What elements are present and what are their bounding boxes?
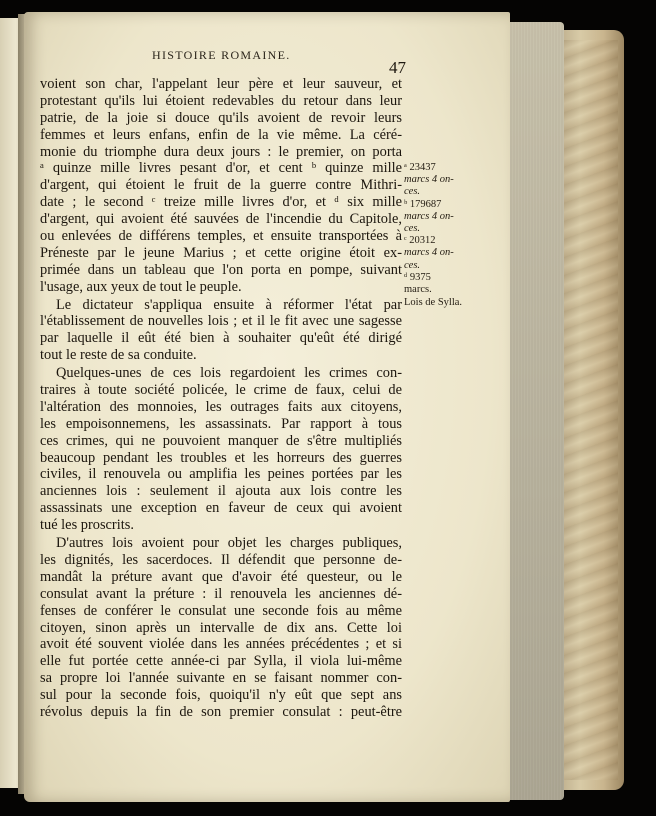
text-line: avoit été souvent violée dans les années précédentes ; et si [40, 636, 402, 653]
margin-heading: Lois de Sylla. [404, 297, 463, 309]
text-line: civiles, il renouvela ou amplifia les peines portées par les [40, 466, 402, 483]
margin-note: marcs 4 on- [404, 210, 454, 222]
text-line: traires à toute société policée, le crime de faux, celui de [40, 382, 402, 399]
text-line: d'argent, qui étoient le fruit de la guerre contre Mithri- [40, 177, 402, 194]
text-line: protestant qu'ils lui étoient redevables du retour dans leur [40, 92, 402, 109]
text-line: Préneste par le jeune Marius ; et cette origine étoit ex- [40, 244, 402, 261]
text-line: d'argent, qui avoient été sauvées de l'incendie du Capitole, [40, 211, 402, 228]
margin-note: marcs 4 on- [404, 174, 454, 186]
text-line: assassinats une exception en faveur de ceux qui avoient [40, 500, 402, 517]
text-line: Le dictateur s'appliqua ensuite à réformer l'état par [56, 296, 402, 313]
text-line: sa propre loi l'année suivante en se faisant nommer con- [40, 670, 402, 687]
text-line: femmes et leurs enfans, enfin de la vie même. La céré- [40, 126, 402, 143]
margin-note: ᵇ 179687 [404, 198, 442, 210]
margin-note: ᵈ 9375 [404, 271, 431, 283]
text-line: consulat avant la préture : il renouvela les anciennes dé- [40, 585, 402, 602]
margin-note: ces. [404, 186, 421, 198]
margin-note: ᵃ 23437 [404, 162, 436, 173]
text-line: voient son char, l'appelant leur père et leur sauveur, et [40, 76, 402, 92]
margin-note: marcs 4 on- [404, 247, 454, 259]
text-line: les empoisonnemens, les assassinats. Par rapport à tous [40, 415, 402, 432]
text-line: mandât la préture avant que d'avoir été questeur, ou le [40, 568, 402, 585]
text-line: ᵃ quinze mille livres pesant d'or, et cent ᵇ quinze mille [40, 160, 402, 177]
page-edges-shadow [502, 22, 564, 800]
page-number: 47 [389, 58, 406, 77]
text-line: citoyen, sinon après un intervalle de dix ans. Cette loi [40, 619, 402, 636]
text-line: l'altération des monnoies, les outrages faits aux citoyens, [40, 398, 402, 415]
text-line: l'usage, aux yeux de tout le peuple. [40, 278, 242, 295]
text-line: fenses de conférer le consulat une seconde fois au même [40, 602, 402, 619]
text-line: ou enlevées de différens temples, et ensuite transportées à [40, 228, 402, 245]
text-line: révolus depuis la fin de son premier consulat : peut-être [40, 703, 402, 720]
margin-note: ᶜ 20312 [404, 235, 436, 247]
text-line: date ; le second ᶜ treize mille livres d'or, et ᵈ six mille [40, 194, 402, 211]
text-line: sul pour la seconde fois, quoiqu'il n'y eût que sept ans [40, 687, 402, 704]
text-line: patrie, de la joie si douce qu'ils avoient de revoir leurs [40, 109, 402, 126]
text-line: l'établissement de nouvelles lois ; et il le fit avec une sagesse [40, 313, 402, 330]
text-line: Quelques-unes de ces lois regardoient les crimes con- [56, 365, 402, 382]
text-line: monie du triomphe dura deux jours : le premier, on porta [40, 143, 402, 160]
text-line: D'autres lois avoient pour objet les charges publiques, [56, 535, 402, 552]
running-head: HISTOIRE ROMAINE. [152, 48, 291, 62]
text-line: beaucoup pendant les troubles et les horreurs des guerres [40, 449, 402, 466]
marbled-cover-texture [564, 40, 618, 780]
margin-note: ces. [404, 259, 421, 271]
text-line: tout le reste de sa conduite. [40, 347, 197, 364]
text-line: primée dans un tableau que l'on porta en pompe, suivant [40, 261, 402, 278]
text-line: tué les proscrits. [40, 517, 134, 534]
margin-note: ces. [404, 223, 421, 235]
margin-note: marcs. [404, 284, 432, 296]
text-line: par laquelle il eût été bien à souhaiter qu'eût été dirigé [40, 330, 402, 347]
text-line: les dignités, les sacerdoces. Il défendit que personne de- [40, 551, 402, 568]
text-line: anciennes lois : seulement il ajouta aux lois contre les [40, 483, 402, 500]
text-line: ces crimes, qui ne pouvoient manquer de s'être multipliés [40, 432, 402, 449]
text-line: elle fut portée cette année-ci par Sylla, il viola lui-même [40, 653, 402, 670]
body-text [40, 76, 402, 721]
margin-notes [404, 162, 470, 309]
